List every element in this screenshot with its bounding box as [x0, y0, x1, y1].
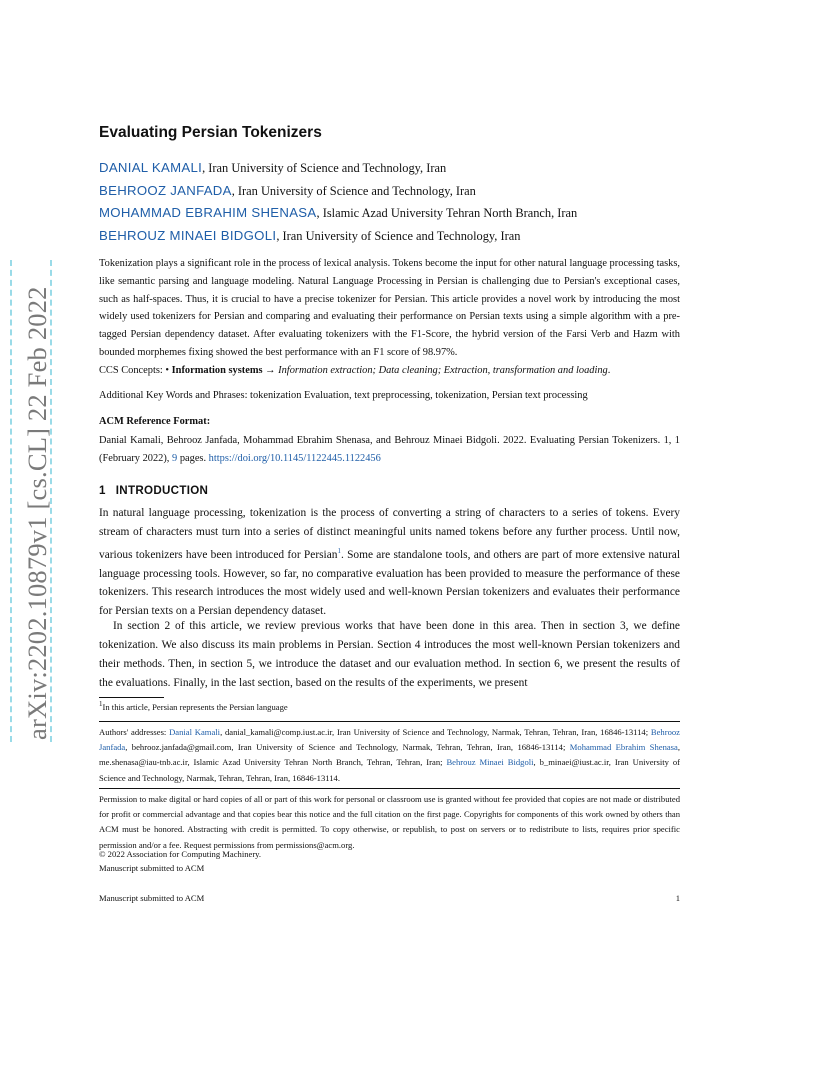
- address-detail: , behrooz.janfada@gmail.com, Iran University of Science and Technology, Narmak, Tehran, Tehran, Iran, 16846-13114;: [125, 742, 570, 753]
- ccs-arrow: →: [262, 365, 279, 376]
- address-name-link[interactable]: Behrooz Janfada: [99, 727, 680, 753]
- paragraph-text: In natural language processing, tokenization is the process of converting a string of characters to a series of tokens. Every stream of characters must turn into a series of distinct meaningful units named tokens before any further process. Until now, various tokenizers have been introduced for Persian: [99, 507, 680, 561]
- address-name-link[interactable]: Danial Kamali: [169, 727, 221, 737]
- ccs-concepts: [99, 365, 680, 376]
- author-affiliation: , Iran University of Science and Technology, Iran: [276, 229, 521, 243]
- ccs-end: .: [607, 365, 611, 376]
- author-line: [99, 160, 446, 176]
- arxiv-stamp: arXiv:2202.10879v1 [cs.CL] 22 Feb 2022: [22, 286, 52, 740]
- paper-title: Evaluating Persian Tokenizers: [99, 124, 322, 141]
- author-name-link[interactable]: DANIAL KAMALI: [99, 160, 203, 175]
- section-number: 1: [99, 484, 106, 497]
- copyright: © 2022 Association for Computing Machinery.: [99, 849, 262, 859]
- footnote-ref-link[interactable]: 1: [337, 546, 341, 555]
- page-number: 1: [675, 893, 680, 903]
- author-line: [99, 228, 520, 244]
- author-name-link[interactable]: BEHROUZ MINAEI BIDGOLI: [99, 228, 277, 243]
- footnote: [99, 700, 288, 712]
- footnote-divider: [99, 697, 164, 698]
- intro-paragraph-1: [99, 504, 680, 621]
- address-detail: , b_minaei@iust.ac.ir, Iran University of Science and Technology, Narmak, Tehran, Tehran, Iran, 16846-13114.: [99, 757, 680, 783]
- addresses-prefix: Authors' addresses:: [99, 727, 170, 737]
- section-title: INTRODUCTION: [115, 484, 209, 497]
- ccs-bold: Information systems: [171, 365, 263, 376]
- reference-pages-suffix: pages.: [177, 452, 209, 464]
- author-line: [99, 183, 476, 199]
- reference-citation: Danial Kamali, Behrooz Janfada, Mohammad Ebrahim Shenasa, and Behrouz Minaei Bidgoli. 2022. Evaluating Persian Tokenizers. 1, 1 (February 2022),: [99, 435, 680, 464]
- permission-notice: Permission to make digital or hard copies of all or part of this work for personal or classroom use is granted without fee provided that copies are not made or distributed for profit or commercial advantage and that copies bear this notice and the full citation on the first page. Copyrights for components of this work owned by others than ACM must be honored. Abstracting with credit is permitted. To copy otherwise, or republish, to post on servers or to redistribute to lists, requires prior specific permission and/or a fee. Request permissions from permissions@acm.org.: [99, 794, 680, 850]
- ccs-italic: Information extraction; Data cleaning; Extraction, transformation and loading: [278, 365, 608, 376]
- author-affiliation: , Islamic Azad University Tehran North Branch, Iran: [316, 206, 578, 220]
- author-name-link[interactable]: BEHROOZ JANFADA: [99, 183, 232, 198]
- author-affiliation: , Iran University of Science and Technology, Iran: [202, 161, 447, 175]
- keywords: Additional Key Words and Phrases: tokenization Evaluation, text preprocessing, tokenization, Persian text processing: [99, 390, 588, 401]
- section-heading: [99, 484, 208, 497]
- ccs-prefix: CCS Concepts: •: [99, 365, 172, 376]
- author-name-link[interactable]: MOHAMMAD EBRAHIM SHENASA: [99, 205, 317, 220]
- divider: [99, 788, 680, 789]
- footnote-text: In this article, Persian represents the Persian language: [102, 701, 288, 712]
- reference-text: [99, 432, 680, 467]
- author-line: [99, 205, 577, 221]
- author-affiliation: , Iran University of Science and Technology, Iran: [231, 184, 476, 198]
- doi-link[interactable]: https://doi.org/10.1145/1122445.1122456: [208, 452, 381, 464]
- address-name-link[interactable]: Mohammad Ebrahim Shenasa: [569, 742, 678, 753]
- divider: [99, 721, 680, 722]
- manuscript-note: Manuscript submitted to ACM: [99, 863, 205, 873]
- intro-paragraph-2: In section 2 of this article, we review previous works that have been done in this area. Then in section 3, we define tokenization. We also discuss its main problems in Persian. Section 4 introduces the most well-known Persian tokenizers and their methods. Then, in section 5, we introduce the dataset and our evaluation method. In section 6, we present the results of the evaluations. Finally, in the last section, based on the results of the experiments, we present: [99, 620, 680, 689]
- address-detail: , danial_kamali@comp.iust.ac.ir, Iran University of Science and Technology, Narmak, Tehran, Tehran, Iran, 16846-13114;: [220, 727, 651, 737]
- address-name-link[interactable]: Behrouz Minaei Bidgoli: [446, 757, 534, 768]
- abstract: Tokenization plays a significant role in the process of lexical analysis. Tokens become the input for other natural language processing tasks, like semantic parsing and language modeling. Natural Language Processing in Persian is challenging due to Persian's exceptional cases, such as half-spaces. Thus, it is crucial to have a precise tokenizer for Persian. This article provides a novel work by introducing the most widely used tokenizers for Persian and comparing and evaluating their performance on Persian texts using a simple algorithm with a pre-tagged Persian dependency dataset. After evaluating tokenizers with the F1-Score, the hybrid version of the Farsi Verb and Hazm with bounded morphemes fixing showed the best performance with an F1 score of 98.97%.: [99, 258, 680, 358]
- paragraph-text: . Some are standalone tools, and others are part of more extensive natural language processing tools. However, so far, no comparative evaluation has been provided to measure the performance of these tokenizers. This research introduces the most widely used and well-known Persian tokenizers and evaluates their performance for Persian texts on a Persian dependency dataset.: [99, 548, 680, 618]
- author-addresses: [99, 725, 680, 786]
- footer-left: Manuscript submitted to ACM: [99, 893, 205, 903]
- reference-heading: ACM Reference Format:: [99, 416, 211, 427]
- footnote-mark: 1: [99, 700, 103, 708]
- address-detail: , me.shenasa@iau-tnb.ac.ir, Islamic Azad University Tehran North Branch, Tehran, Tehran, Iran;: [99, 742, 680, 768]
- page-count-link[interactable]: 9: [172, 452, 178, 464]
